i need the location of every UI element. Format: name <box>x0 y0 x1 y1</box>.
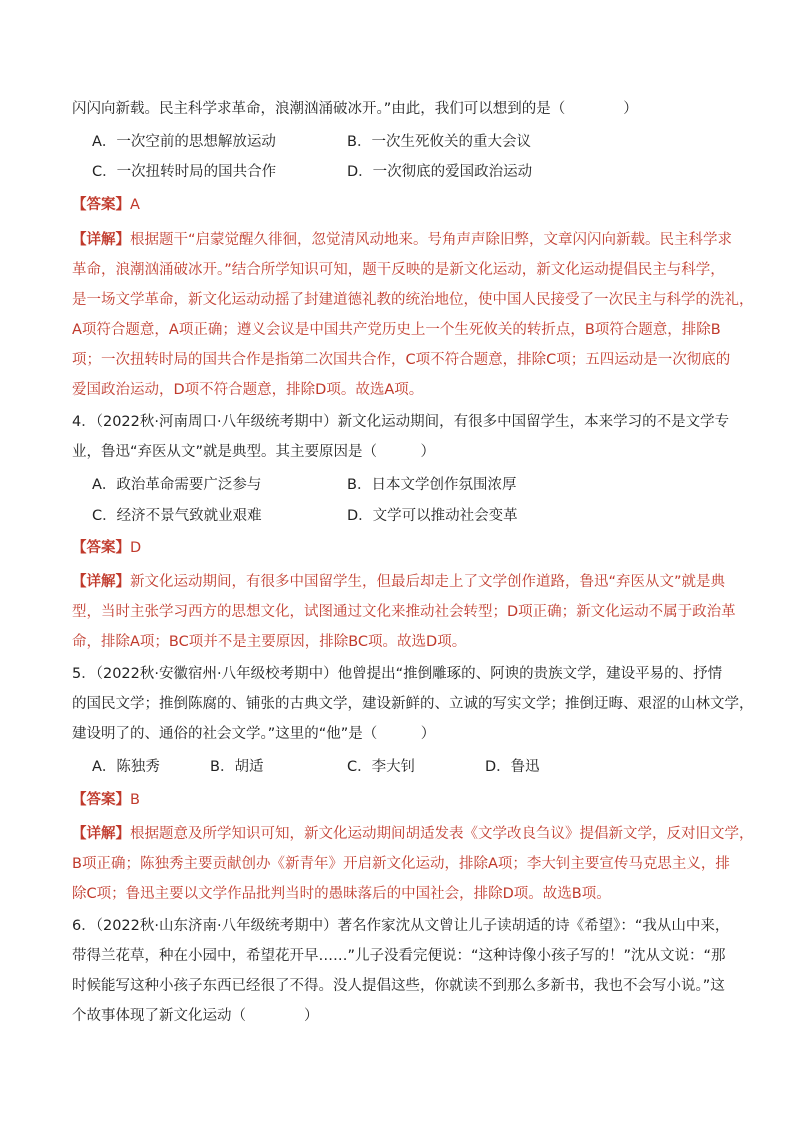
q5-option-a: A．陈独秀 <box>92 759 160 775</box>
q6-stem-line-4: 个故事体现了新文化运动（ ） <box>72 1008 319 1024</box>
q5-option-b: B．胡适 <box>210 759 264 775</box>
q4-answer <box>72 538 141 558</box>
answer-label: 【答案】 <box>72 197 130 213</box>
q5-stem-line-1: 5．（2022秋·安徽宿州·八年级校考期中）他曾提出“推倒雕琢的、阿谀的贵族文学，建设平易的、抒情 <box>72 666 723 682</box>
q5-stem-line-2: 的国民文学；推倒陈腐的、铺张的古典文学，建设新鲜的、立诚的写实文学；推倒迂晦、艰涩的山林文学， <box>72 696 754 712</box>
q3-option-b: B．一次生死攸关的重大会议 <box>347 134 531 150</box>
answer-label: 【答案】 <box>72 540 130 556</box>
q4-option-a: A．政治革命需要广泛参与 <box>92 477 262 493</box>
q4-detail-line-1: 【详解】新文化运动期间，有很多中国留学生，但最后却走上了文学创作道路，鲁迅“弃医从文”就是典 <box>72 574 726 590</box>
q3-detail-line-1: 【详解】根据题干“启蒙觉醒久徘徊，忽觉清风动地来。号角声声除旧弊，文章闪闪向新载。民主科学求 <box>72 232 733 248</box>
detail-label: 【详解】 <box>72 826 130 842</box>
q5-answer <box>72 790 140 810</box>
answer-value: B <box>130 792 140 808</box>
q3-detail-line-6: 爱国政治运动，D项不符合题意，排除D项。故选A项。 <box>72 382 424 398</box>
q5-option-c: C．李大钊 <box>347 759 416 775</box>
q6-stem-line-2: 带得兰花草，种在小园中，希望花开早……”儿子没看完便说：“这种诗像小孩子写的！”沈从文说：“那 <box>72 948 726 964</box>
q4-option-c: C．经济不景气致就业艰难 <box>92 508 262 524</box>
q3-detail-line-5: 项；一次扭转时局的国共合作是指第二次国共合作，C项不符合题意，排除C项；五四运动是一次彻底的 <box>72 352 731 368</box>
q4-stem-line-1: 4．（2022秋·河南周口·八年级统考期中）新文化运动期间，有很多中国留学生，本来学习的不是文学专 <box>72 414 730 430</box>
q5-detail-line-1: 【详解】根据题意及所学知识可知，新文化运动期间胡适发表《文学改良刍议》提倡新文学，反对旧文学， <box>72 826 754 842</box>
q5-detail-line-3: 除C项；鲁迅主要以文学作品批判当时的愚昧落后的中国社会，排除D项。故选B项。 <box>72 886 611 902</box>
q4-option-b: B．日本文学创作氛围浓厚 <box>347 477 517 493</box>
q4-option-d: D．文学可以推动社会变革 <box>347 508 518 524</box>
answer-value: D <box>130 540 142 556</box>
q5-stem-line-3: 建设明了的、通俗的社会文学。”这里的“他”是（ ） <box>72 726 436 742</box>
q4-detail-line-2: 型，当时主张学习西方的思想文化，试图通过文化来推动社会转型；D项正确；新文化运动不属于政治革 <box>72 604 736 620</box>
q3-option-a: A．一次空前的思想解放运动 <box>92 134 276 150</box>
q3-option-c: C．一次扭转时局的国共合作 <box>92 164 277 180</box>
q4-detail-line-3: 命，排除A项；BC项并不是主要原因，排除BC项。故选D项。 <box>72 634 467 650</box>
q3-option-d: D．一次彻底的爱国政治运动 <box>347 164 533 180</box>
q3-detail-line-2: 革命，浪潮汹涌破冰开。”结合所学知识可知，题干反映的是新文化运动，新文化运动提倡民主与科学， <box>72 262 725 278</box>
q4-stem-line-2: 业，鲁迅“弃医从文”就是典型。其主要原因是（ ） <box>72 444 436 460</box>
q6-stem-line-3: 时候能写这种小孩子东西已经很了不得。没人提倡这些，你就读不到那么多新书，我也不会写小说。”这 <box>72 978 725 994</box>
q5-option-d: D．鲁迅 <box>485 759 540 775</box>
q3-stem-tail: 闪闪向新载。民主科学求革命，浪潮汹涌破冰开。”由此，我们可以想到的是（ ） <box>72 101 638 117</box>
q3-answer <box>72 195 140 215</box>
q5-detail-line-2: B项正确；陈独秀主要贡献创办《新青年》开启新文化运动，排除A项；李大钊主要宣传马克思主义，排 <box>72 856 730 872</box>
detail-label: 【详解】 <box>72 232 130 248</box>
q3-detail-line-4: A项符合题意，A项正确；遵义会议是中国共产党历史上一个生死攸关的转折点，B项符合题意，排除B <box>72 322 721 338</box>
q6-stem-line-1: 6．（2022秋·山东济南·八年级统考期中）著名作家沈从文曾让儿子读胡适的诗《希望》：“我从山中来， <box>72 918 730 934</box>
answer-value: A <box>130 197 140 213</box>
q3-detail-line-3: 是一场文学革命，新文化运动动摇了封建道德礼教的统治地位，使中国人民接受了一次民主与科学的洗礼， <box>72 292 754 308</box>
detail-label: 【详解】 <box>72 574 130 590</box>
answer-label: 【答案】 <box>72 792 130 808</box>
